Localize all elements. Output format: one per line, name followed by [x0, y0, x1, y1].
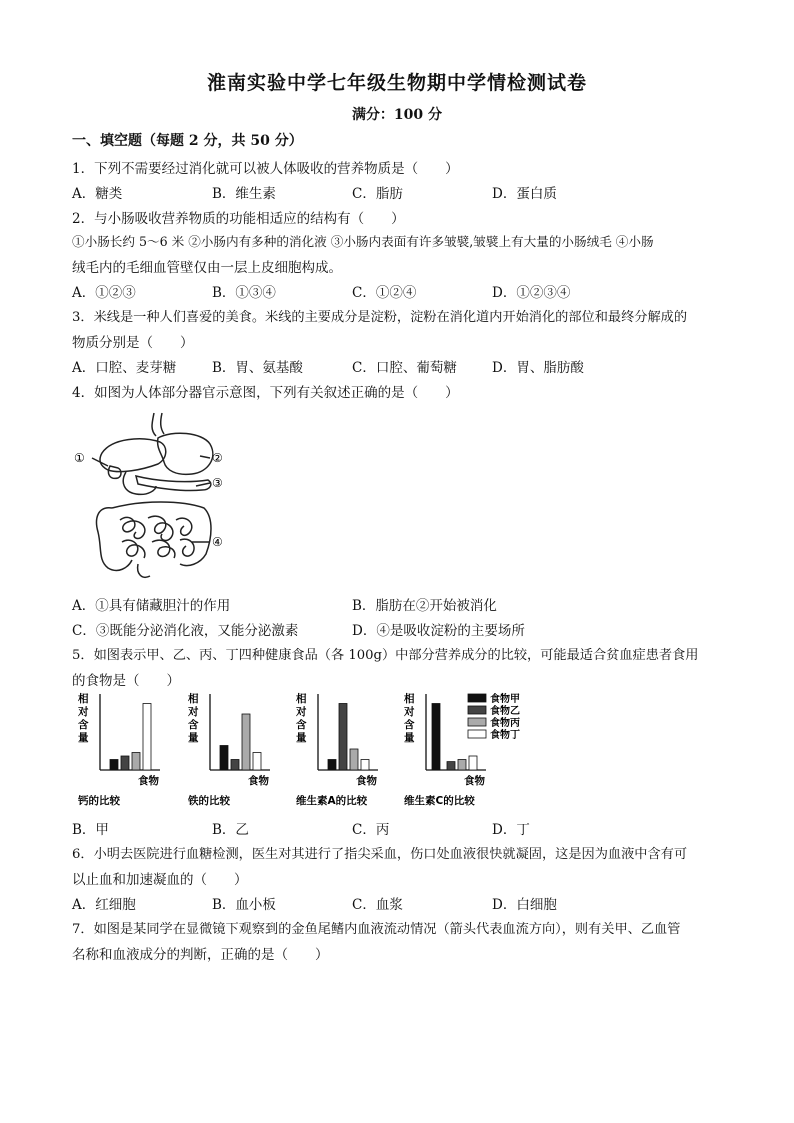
q5-option-c: C．丙 — [352, 822, 390, 838]
q4-option-c: C．③既能分泌消化液，又能分泌激素 — [72, 623, 299, 639]
bar-1 — [220, 746, 228, 771]
bar-1 — [432, 704, 440, 771]
legend-swatch — [468, 718, 486, 726]
diagram-label-4: ④ — [212, 535, 223, 549]
y-axis-label-char: 对 — [404, 706, 415, 718]
q6-option-c: C．血浆 — [352, 897, 403, 913]
diagram-label-3: ③ — [212, 476, 223, 490]
q1-stem: 1．下列不需要经过消化就可以被人体吸收的营养物质是（ ） — [72, 161, 459, 177]
chart-title: 铁的比较 — [188, 795, 230, 807]
digestive-organs-diagram — [72, 408, 232, 583]
legend-label: 食物丙 — [490, 718, 520, 729]
legend-label: 食物甲 — [490, 694, 520, 705]
q3-option-d: D．胃、脂肪酸 — [492, 360, 584, 376]
chart-title: 钙的比较 — [78, 795, 120, 807]
x-axis-label: 食物 — [356, 775, 377, 787]
q1-option-d: D．蛋白质 — [492, 186, 557, 202]
q3-stem-line2: 物质分别是（ ） — [72, 335, 194, 351]
q4-option-d: D．④是吸收淀粉的主要场所 — [352, 623, 525, 639]
legend-label: 食物丁 — [490, 730, 520, 741]
q6-option-d: D．白细胞 — [492, 897, 557, 913]
x-axis-label: 食物 — [464, 775, 485, 787]
bar-4 — [143, 704, 151, 771]
y-axis-label-char: 相 — [404, 693, 415, 705]
q5-stem-line2: 的食物是（ ） — [72, 673, 180, 689]
q1-option-a: A．糖类 — [72, 186, 123, 202]
bar-2 — [231, 760, 239, 771]
nutrition-bar-charts — [70, 688, 540, 810]
legend-label: 食物乙 — [490, 706, 520, 717]
bar-1 — [328, 760, 336, 771]
legend-swatch — [468, 730, 486, 738]
q2-stem: 2．与小肠吸收营养物质的功能相适应的结构有（ ） — [72, 211, 405, 227]
y-axis-label-char: 相 — [78, 693, 89, 705]
full-score: 满分：100 分 — [351, 107, 443, 123]
q5-stem-line1: 5．如图表示甲、乙、丙、丁四种健康食品（各 100g）中部分营养成分的比较，可能最适合贫血症患者食用 — [72, 648, 699, 663]
q1-option-c: C．脂肪 — [352, 186, 403, 202]
q6-option-a: A．红细胞 — [72, 897, 136, 913]
bar-4 — [469, 756, 477, 770]
y-axis-label-char: 量 — [188, 732, 199, 744]
q2-option-c: C．①②④ — [352, 285, 417, 301]
y-axis-label-char: 相 — [296, 693, 307, 705]
q2-option-d: D．①②③④ — [492, 285, 571, 301]
bar-2 — [447, 762, 455, 770]
diagram-label-2: ② — [212, 451, 223, 465]
chart-title: 维生素A的比较 — [296, 795, 368, 807]
q2-desc-line1: ①小肠长约 5～6 米 ②小肠内有多种的消化液 ③小肠内表面有许多皱襞,皱襞上有大量的小肠绒毛 ④小肠 — [72, 234, 654, 249]
q2-desc-line2: 绒毛内的毛细血管壁仅由一层上皮细胞构成。 — [72, 260, 342, 276]
q4-option-a: A．①具有储藏胆汁的作用 — [72, 598, 231, 614]
q3-option-b: B．胃、氨基酸 — [212, 360, 303, 376]
bar-2 — [339, 704, 347, 771]
x-axis-label: 食物 — [248, 775, 269, 787]
y-axis-label-char: 对 — [78, 706, 89, 718]
q3-stem-line1: 3．米线是一种人们喜爱的美食。米线的主要成分是淀粉，淀粉在消化道内开始消化的部位和最终分解成的 — [72, 310, 688, 325]
q1-option-b: B．维生素 — [212, 186, 276, 202]
q5-option-b: B．乙 — [212, 822, 249, 838]
y-axis-label-char: 量 — [78, 732, 89, 744]
q6-option-b: B．血小板 — [212, 897, 276, 913]
section-heading: 一、填空题（每题 2 分，共 50 分） — [72, 133, 303, 149]
q4-stem: 4．如图为人体部分器官示意图，下列有关叙述正确的是（ ） — [72, 385, 459, 401]
x-axis-label: 食物 — [138, 775, 159, 787]
q3-option-a: A．口腔、麦芽糖 — [72, 360, 177, 376]
bar-3 — [242, 714, 250, 770]
legend-swatch — [468, 706, 486, 714]
bar-3 — [458, 760, 466, 771]
q2-option-a: A．①②③ — [72, 285, 136, 301]
y-axis-label-char: 对 — [188, 706, 199, 718]
bar-4 — [253, 753, 261, 771]
q7-stem-line1: 7．如图是某同学在显微镜下观察到的金鱼尾鳍内血液流动情况（箭头代表血流方向），则有关甲、乙血管 — [72, 922, 681, 937]
y-axis-label-char: 含 — [78, 719, 89, 731]
y-axis-label-char: 含 — [404, 719, 415, 731]
bar-3 — [132, 753, 140, 771]
q6-stem-line1: 6．小明去医院进行血糖检测，医生对其进行了指尖采血，伤口处血液很快就凝固，这是因为血液中含有可 — [72, 847, 688, 862]
q6-stem-line2: 以止血和加速凝血的（ ） — [72, 872, 248, 888]
bar-4 — [361, 760, 369, 771]
bar-2 — [121, 756, 129, 770]
bar-3 — [350, 749, 358, 770]
q5-option-a: B．甲 — [72, 822, 109, 838]
q7-stem-line2: 名称和血液成分的判断，正确的是（ ） — [72, 947, 329, 963]
chart-title: 维生素C的比较 — [404, 795, 475, 807]
q3-option-c: C．口腔、葡萄糖 — [352, 360, 457, 376]
diagram-label-1: ① — [74, 451, 85, 465]
y-axis-label-char: 量 — [296, 732, 307, 744]
legend-swatch — [468, 694, 486, 702]
y-axis-label-char: 含 — [296, 719, 307, 731]
y-axis-label-char: 对 — [296, 706, 307, 718]
q5-option-d: D．丁 — [492, 822, 530, 838]
y-axis-label-char: 量 — [404, 732, 415, 744]
y-axis-label-char: 含 — [188, 719, 199, 731]
q4-option-b: B．脂肪在②开始被消化 — [352, 598, 497, 614]
q2-option-b: B．①③④ — [212, 285, 276, 301]
bar-1 — [110, 760, 118, 771]
y-axis-label-char: 相 — [188, 693, 199, 705]
exam-title: 淮南实验中学七年级生物期中学情检测试卷 — [206, 72, 587, 94]
